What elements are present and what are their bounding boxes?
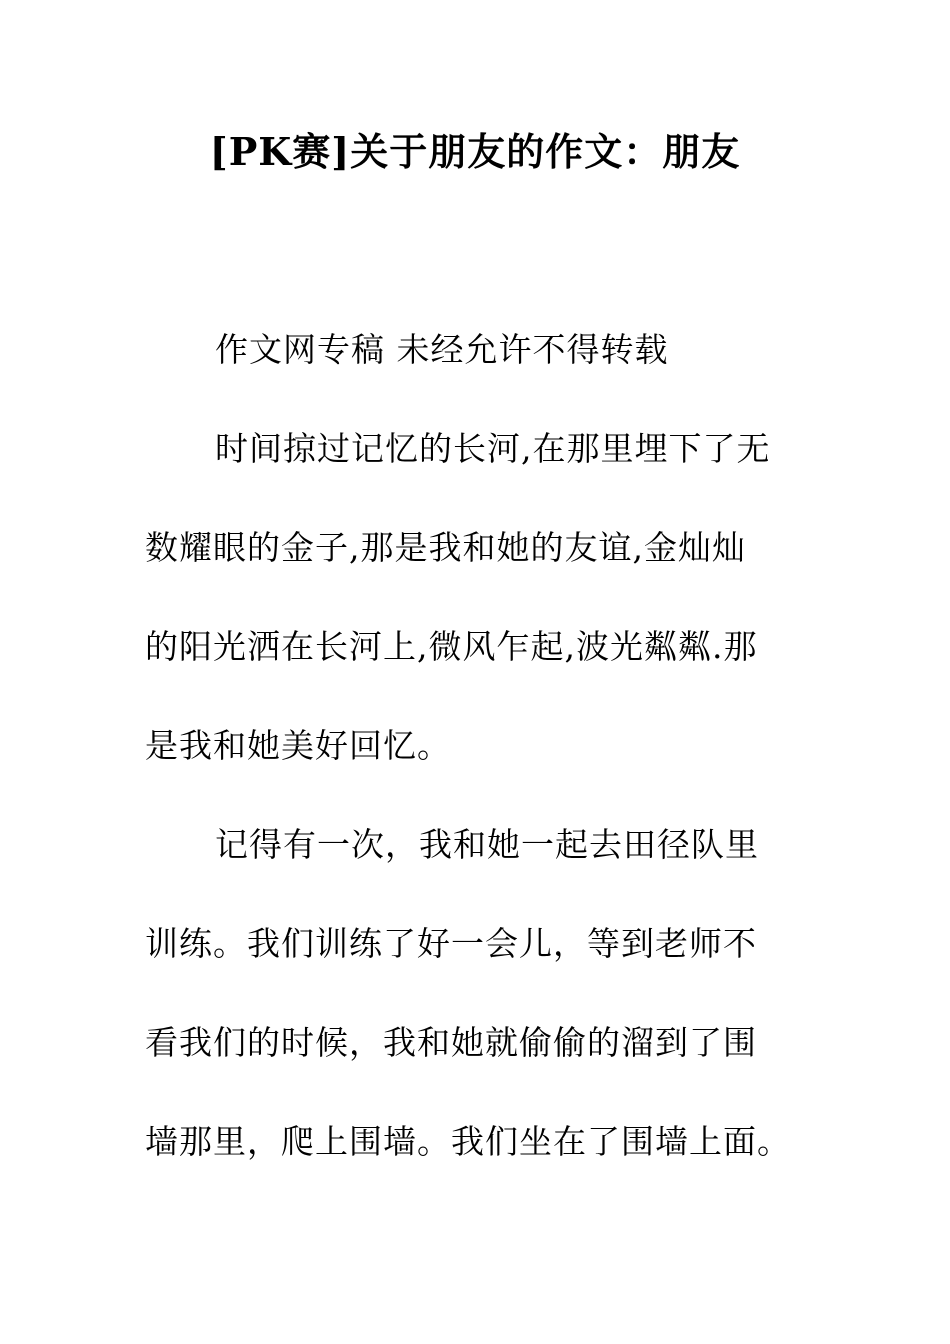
paragraph-line: 数耀眼的金子,那是我和她的友谊,金灿灿 (145, 528, 746, 567)
paragraph-line: 作文网专稿 未经允许不得转载 (215, 330, 669, 369)
document-title: [PK赛]关于朋友的作文：朋友 (209, 129, 741, 174)
paragraph-line: 训练。我们训练了好一会儿，等到老师不 (145, 924, 757, 963)
paragraph-line: 是我和她美好回忆。 (145, 726, 451, 765)
paragraph-line: 墙那里，爬上围墙。我们坐在了围墙上面。 (145, 1122, 791, 1161)
paragraph-line: 看我们的时候，我和她就偷偷的溜到了围 (145, 1023, 757, 1062)
paragraph-line: 时间掠过记忆的长河,在那里埋下了无 (215, 429, 771, 468)
paragraph-line: 记得有一次，我和她一起去田径队里 (215, 825, 759, 864)
paragraph-line: 的阳光洒在长河上,微风乍起,波光粼粼.那 (145, 627, 758, 666)
document-body (145, 300, 805, 1191)
